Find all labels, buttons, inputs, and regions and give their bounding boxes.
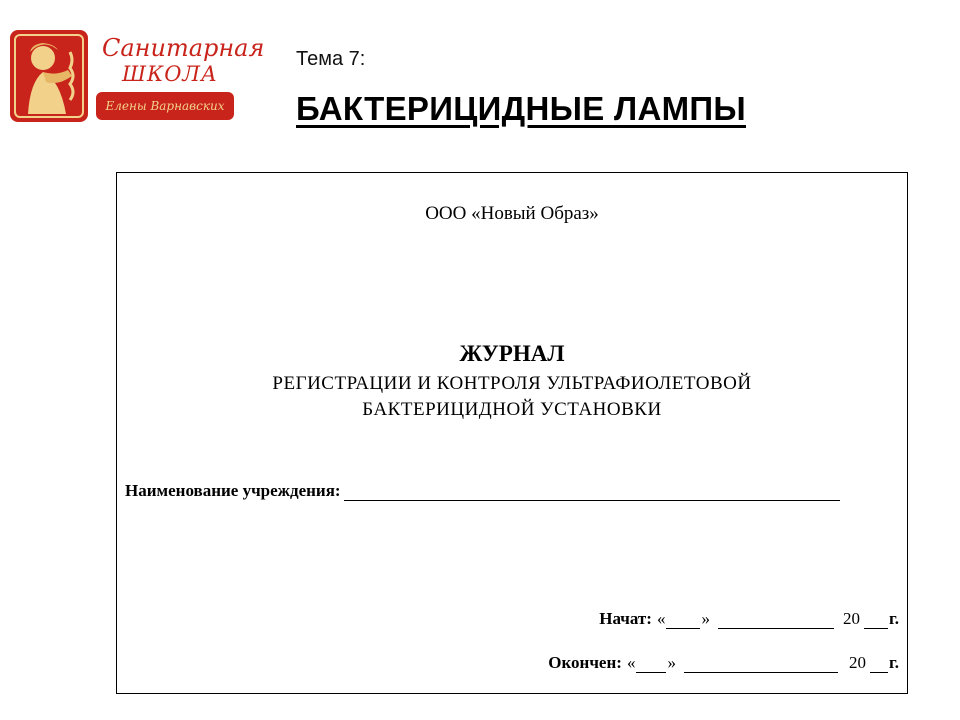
girl-emblem-icon <box>10 30 88 122</box>
ended-year-suffix: г. <box>888 653 899 672</box>
ended-day-blank <box>636 656 666 673</box>
started-label: Начат: <box>599 609 652 628</box>
journal-cover <box>116 172 908 694</box>
institution-blank <box>344 484 840 501</box>
started-month-blank <box>718 612 834 629</box>
institution-row <box>125 481 843 501</box>
ended-row <box>548 653 899 673</box>
started-year-blank <box>864 612 888 629</box>
started-day-blank <box>666 612 700 629</box>
ended-month-blank <box>684 656 838 673</box>
ended-year-blank <box>870 656 888 673</box>
organization-name: ООО «Новый Образ» <box>425 203 599 224</box>
journal-subtitle-line-1: РЕГИСТРАЦИИ И КОНТРОЛЯ УЛЬТРАФИОЛЕТОВОЙ <box>272 373 752 394</box>
started-close-quote: » <box>701 609 710 628</box>
page-title: БАКТЕРИЦИДНЫЕ ЛАМПЫ <box>296 90 747 127</box>
journal-subtitle-line-2: БАКТЕРИЦИДНОЙ УСТАНОВКИ <box>362 399 662 420</box>
journal-heading: ЖУРНАЛ <box>459 341 565 366</box>
logo-line-1: Санитарная <box>102 34 265 62</box>
logo-ribbon: Елены Варнавских <box>96 92 234 120</box>
started-year-suffix: г. <box>888 609 899 628</box>
topic-label: Тема 7: <box>296 48 366 70</box>
ended-open-quote: « <box>626 653 636 672</box>
started-year-prefix: 20 <box>842 609 860 628</box>
ended-close-quote: » <box>667 653 676 672</box>
journal-subtitle <box>117 371 907 423</box>
institution-label: Наименование учреждения: <box>125 481 341 500</box>
started-open-quote: « <box>656 609 666 628</box>
logo-line-2: ШКОЛА <box>122 62 218 86</box>
ended-label: Окончен: <box>548 653 622 672</box>
school-logo <box>10 28 265 124</box>
started-row <box>599 609 899 629</box>
ended-year-prefix: 20 <box>848 653 866 672</box>
